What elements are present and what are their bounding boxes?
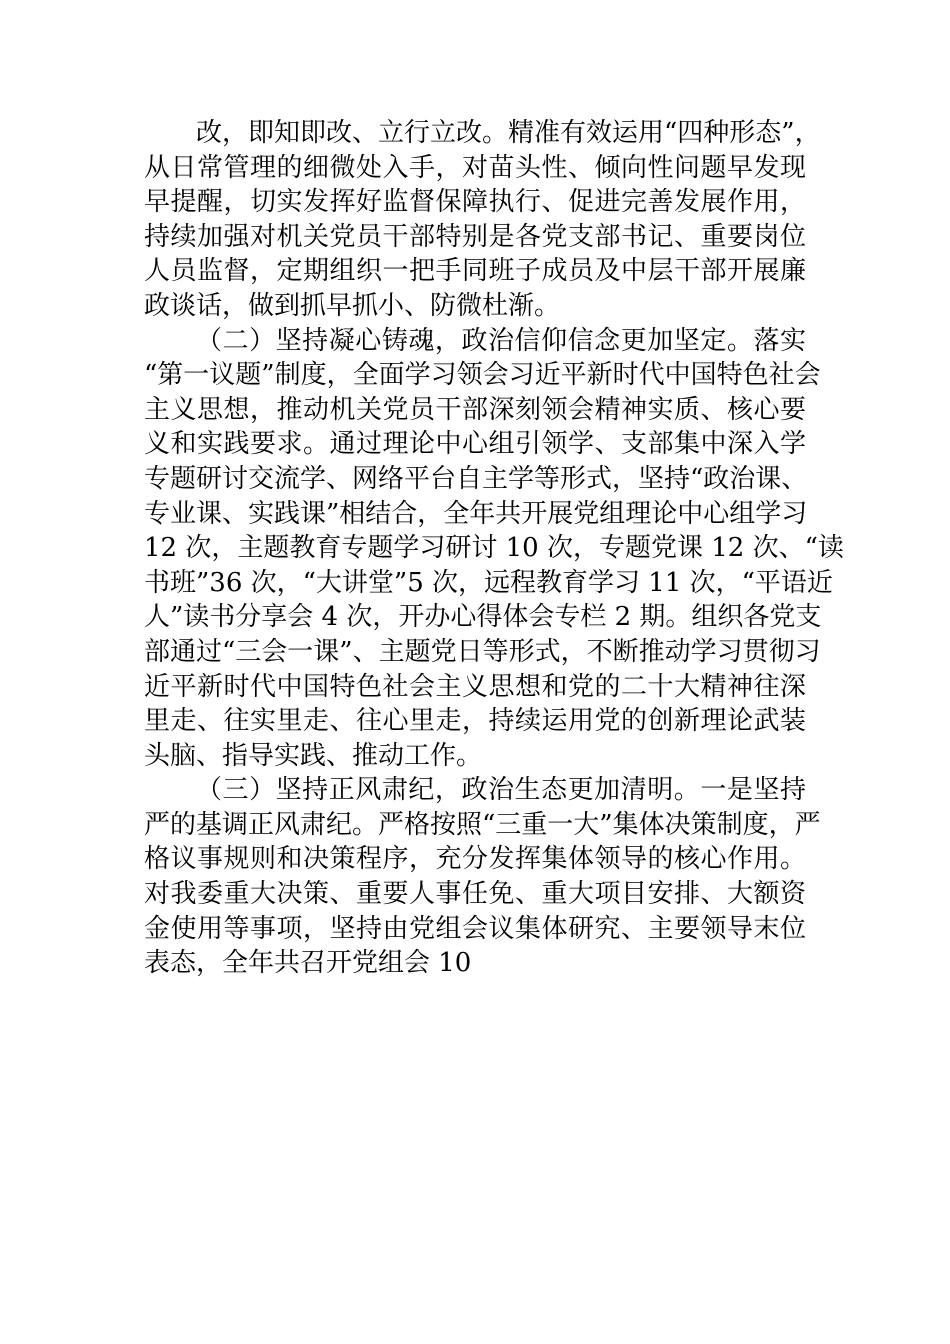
text-line: 早提醒，切实发挥好监督保障执行、促进完善发展作用， [144,187,806,218]
text-line: 部通过“三会一课”、主题党日等形式，不断推动学习贯彻习 [144,636,821,667]
text-line: 格议事规则和决策程序，充分发挥集体领导的核心作用。 [144,844,806,875]
text-line: 持续加强对机关党员干部特别是各党支部书记、重要岗位 [144,221,806,252]
text-line: 政谈话，做到抓早抓小、防微杜渐。 [144,290,561,321]
text-line: 专业课、实践课”相结合，全年共开展党组理论中心组学习 [144,498,808,529]
text-line: 专题研讨交流学、网络平台自主学等形式，坚持“政治课、 [144,463,808,494]
text-line: 表态，全年共召开党组会 10 [144,948,472,979]
text-line: “第一议题”制度，全面学习领会习近平新时代中国特色社会 [144,360,821,391]
text-line: 里走、往实里走、往心里走，持续运用党的创新理论武装 [144,706,806,737]
document-body [144,116,844,981]
text-line: 书班”36 次，“大讲堂”5 次，远程教育学习 11 次，“平语近 [144,567,833,598]
text-line: 从日常管理的细微处入手，对苗头性、倾向性问题早发现 [144,152,806,183]
text-line: 头脑、指导实践、推动工作。 [144,740,483,771]
section-heading-line: （二）坚持凝心铸魂，政治信仰信念更加坚定。落实 [196,325,806,356]
text-line: 主义思想，推动机关党员干部深刻领会精神实质、核心要 [144,394,806,425]
section-heading-line: （三）坚持正风肃纪，政治生态更加清明。一是坚持 [196,775,806,806]
text-line: 金使用等事项，坚持由党组会议集体研究、主要领导末位 [144,913,806,944]
text-line: 义和实践要求。通过理论中心组引领学、支部集中深入学 [144,429,806,460]
text-line: 12 次，主题教育专题学习研讨 10 次，专题党课 12 次、“读 [144,533,844,564]
text-line: 人员监督，定期组织一把手同班子成员及中层干部开展廉 [144,256,806,287]
text-line: 改，即知即改、立行立改。精准有效运用“四种形态”， [196,118,821,148]
paragraph-3 [144,773,821,981]
paragraph-1 [144,116,821,324]
text-line: 近平新时代中国特色社会主义思想和党的二十大精神往深 [144,671,806,702]
paragraph-2 [144,324,844,774]
text-line: 人”读书分享会 4 次，开办心得体会专栏 2 期。组织各党支 [144,602,822,633]
text-line: 对我委重大决策、重要人事任免、重大项目安排、大额资 [144,879,806,910]
text-line: 严的基调正风肃纪。严格按照“三重一大”集体决策制度，严 [144,809,821,840]
